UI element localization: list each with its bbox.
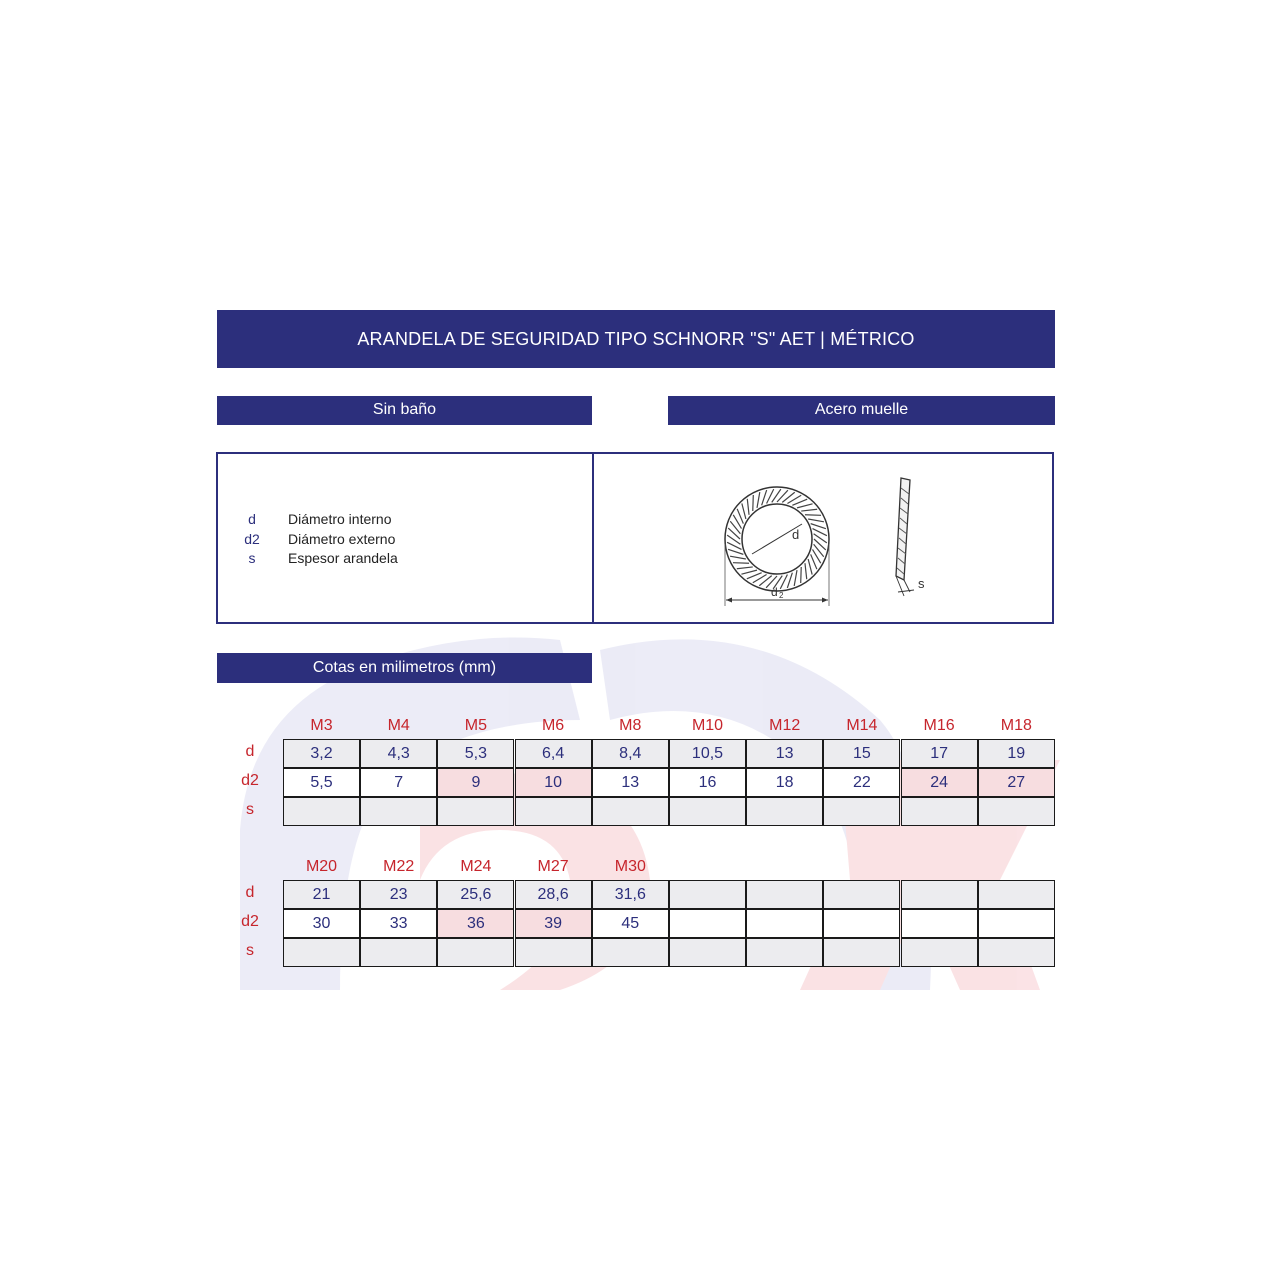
table-cell-s xyxy=(283,938,360,967)
table-cell-d: 19 xyxy=(978,739,1055,768)
table-cell-d xyxy=(823,880,900,909)
legend-description: Espesor arandela xyxy=(288,550,398,566)
size-header: M24 xyxy=(460,858,492,875)
table-cell-s xyxy=(669,797,746,826)
dimensions-table-1 xyxy=(216,717,1056,827)
table-cell-s xyxy=(515,797,592,826)
table-cell-d2: 5,5 xyxy=(283,768,360,797)
size-header: M4 xyxy=(387,717,410,734)
table-cell-d2: 24 xyxy=(901,768,978,797)
table-cell-d2: 22 xyxy=(823,768,900,797)
row-label-s: s xyxy=(246,801,254,818)
size-header: M6 xyxy=(541,717,565,734)
table-cell-d: 8,4 xyxy=(592,739,669,768)
legend-description: Diámetro interno xyxy=(288,511,392,527)
row-label-s: s xyxy=(246,942,254,959)
table-cell-s xyxy=(437,938,514,967)
table-cell-d2: 18 xyxy=(746,768,823,797)
table-cell-d2 xyxy=(669,909,746,938)
row-label-d: d xyxy=(245,884,255,901)
size-header: M18 xyxy=(1000,717,1032,734)
table-cell-s xyxy=(283,797,360,826)
table-cell-d2: 27 xyxy=(978,768,1055,797)
diagram-label-d2-subscript: 2 xyxy=(779,591,784,600)
table-cell-d2: 13 xyxy=(592,768,669,797)
title-bar: ARANDELA DE SEGURIDAD TIPO SCHNORR "S" AET | MÉTRICO xyxy=(217,310,1055,368)
washer-side-view xyxy=(896,478,925,596)
table-cell-d2: 10 xyxy=(515,768,592,797)
table-cell-d: 17 xyxy=(901,739,978,768)
table-cell-d: 5,3 xyxy=(437,739,514,768)
dimensions-table-2 xyxy=(216,858,1056,968)
table-cell-d xyxy=(978,880,1055,909)
table-cell-d xyxy=(746,880,823,909)
table-cell-s xyxy=(901,938,978,967)
table-cell-s xyxy=(746,938,823,967)
table-cell-d2 xyxy=(746,909,823,938)
table-cell-s xyxy=(360,797,437,826)
table-cell-s xyxy=(360,938,437,967)
table-cell-s xyxy=(823,938,900,967)
table-cell-d2: 9 xyxy=(437,768,514,797)
table-cell-d: 25,6 xyxy=(437,880,514,909)
size-header: M8 xyxy=(619,717,642,734)
size-header: M22 xyxy=(383,858,415,875)
table-cell-d2: 16 xyxy=(669,768,746,797)
table-cell-s xyxy=(978,938,1055,967)
table-cell-d: 15 xyxy=(823,739,900,768)
diagram-label-s: s xyxy=(918,576,925,591)
table-cell-d: 6,4 xyxy=(515,739,592,768)
material-label: Acero muelle xyxy=(668,396,1055,425)
size-header: M20 xyxy=(305,858,338,875)
table-cell-s xyxy=(823,797,900,826)
table-cell-s xyxy=(901,797,978,826)
legend-symbol: d xyxy=(248,511,256,527)
table-cell-d: 4,3 xyxy=(360,739,437,768)
table-cell-d: 21 xyxy=(283,880,360,909)
table-cell-s xyxy=(669,938,746,967)
table-cell-d2 xyxy=(901,909,978,938)
table-cell-s xyxy=(746,797,823,826)
legend-list xyxy=(238,511,398,570)
size-header: M12 xyxy=(769,717,801,734)
diagram-label-d2: d xyxy=(771,585,778,599)
washer-front-view xyxy=(725,487,829,606)
table-cell-d2: 45 xyxy=(592,909,669,938)
table-cell-d2 xyxy=(978,909,1055,938)
table-cell-s xyxy=(437,797,514,826)
table-cell-d: 10,5 xyxy=(669,739,746,768)
size-header: M30 xyxy=(614,858,646,875)
legend-panel xyxy=(216,452,1054,624)
table-cell-d: 28,6 xyxy=(515,880,592,909)
legend-row-d2 xyxy=(238,531,398,551)
size-header: M5 xyxy=(464,717,487,734)
table-cell-s xyxy=(592,938,669,967)
table-cell-d2: 33 xyxy=(360,909,437,938)
table-cell-s xyxy=(592,797,669,826)
finish-label: Sin baño xyxy=(217,396,592,425)
legend-row-s xyxy=(238,550,398,570)
diagram-label-d: d xyxy=(792,527,800,542)
units-label: Cotas en milimetros (mm) xyxy=(217,653,592,683)
table-cell-d xyxy=(901,880,978,909)
table-cell-d: 31,6 xyxy=(592,880,669,909)
size-header: M14 xyxy=(846,717,878,734)
legend-description: Diámetro externo xyxy=(288,530,396,547)
table-cell-d2: 36 xyxy=(437,909,514,938)
table-cell-d2: 7 xyxy=(360,768,437,797)
table-cell-d2: 30 xyxy=(283,909,360,938)
washer-diagram xyxy=(718,468,958,616)
size-header: M3 xyxy=(310,717,333,734)
table-cell-s xyxy=(515,938,592,967)
table-cell-d2 xyxy=(823,909,900,938)
table-cell-d: 3,2 xyxy=(283,739,360,768)
table-cell-d2: 39 xyxy=(515,909,592,938)
legend-row-d xyxy=(238,511,398,531)
size-header: M10 xyxy=(691,717,724,734)
row-label-d: d xyxy=(245,743,255,760)
table-cell-d: 13 xyxy=(746,739,823,768)
row-label-d2: d2 xyxy=(241,772,259,789)
row-label-d2: d2 xyxy=(241,913,259,930)
size-header: M16 xyxy=(923,717,955,734)
legend-symbol: s xyxy=(248,550,256,566)
table-cell-s xyxy=(978,797,1055,826)
legend-divider xyxy=(592,454,594,622)
table-cell-d xyxy=(669,880,746,909)
size-header: M27 xyxy=(537,858,569,875)
legend-symbol: d2 xyxy=(244,530,260,547)
table-cell-d: 23 xyxy=(360,880,437,909)
